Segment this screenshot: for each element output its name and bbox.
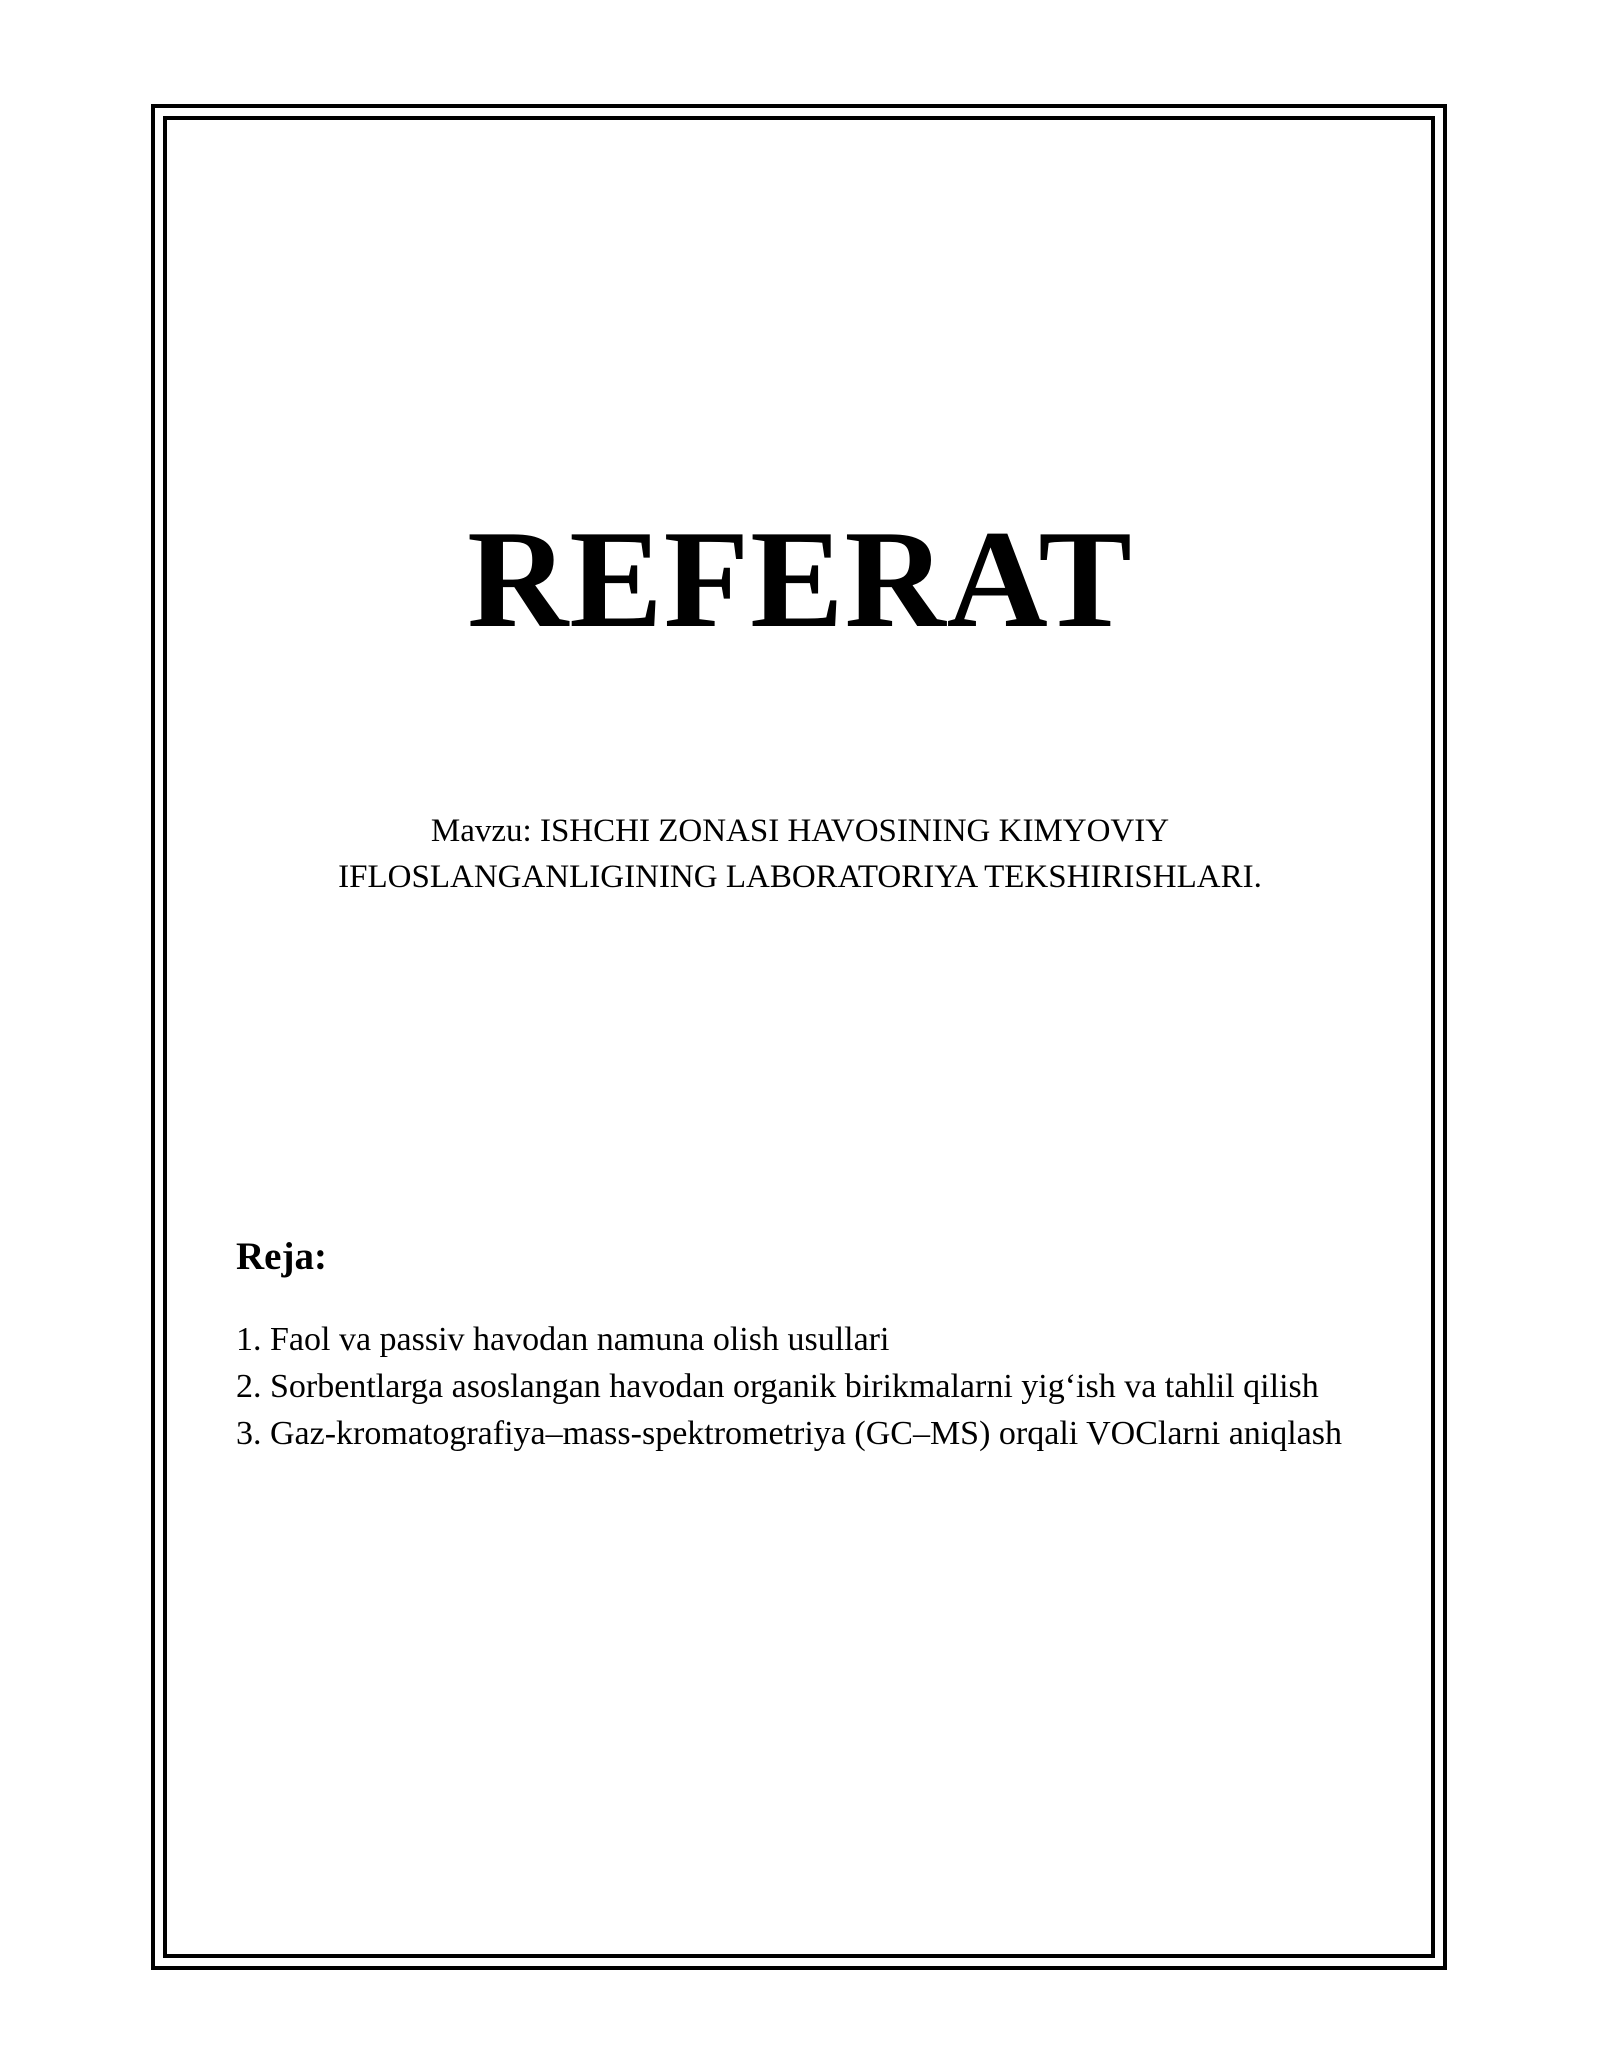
plan-heading: Reja: — [236, 1235, 327, 1278]
plan-item-2: 2. Sorbentlarga asoslangan havodan organik birikmalarni yig‘ish va tahlil qilish — [236, 1368, 1319, 1405]
subject-text — [200, 808, 1400, 900]
page-border-inner — [163, 116, 1435, 1958]
plan-item-1: 1. Faol va passiv havodan namuna olish usullari — [236, 1321, 890, 1358]
plan-list — [236, 1316, 1356, 1457]
subject-line-1: Mavzu: ISHCHI ZONASI HAVOSINING KIMYOVIY — [430, 813, 1170, 849]
document-title: REFERAT — [467, 502, 1133, 657]
page-border-outer — [151, 104, 1447, 1970]
plan-item-3: 3. Gaz-kromatografiya–mass-spektrometriya (GC–MS) orqali VOClarni aniqlash — [236, 1415, 1342, 1452]
subject-line-2: IFLOSLANGANLIGINING LABORATORIYA TEKSHIRISHLARI. — [338, 859, 1262, 895]
